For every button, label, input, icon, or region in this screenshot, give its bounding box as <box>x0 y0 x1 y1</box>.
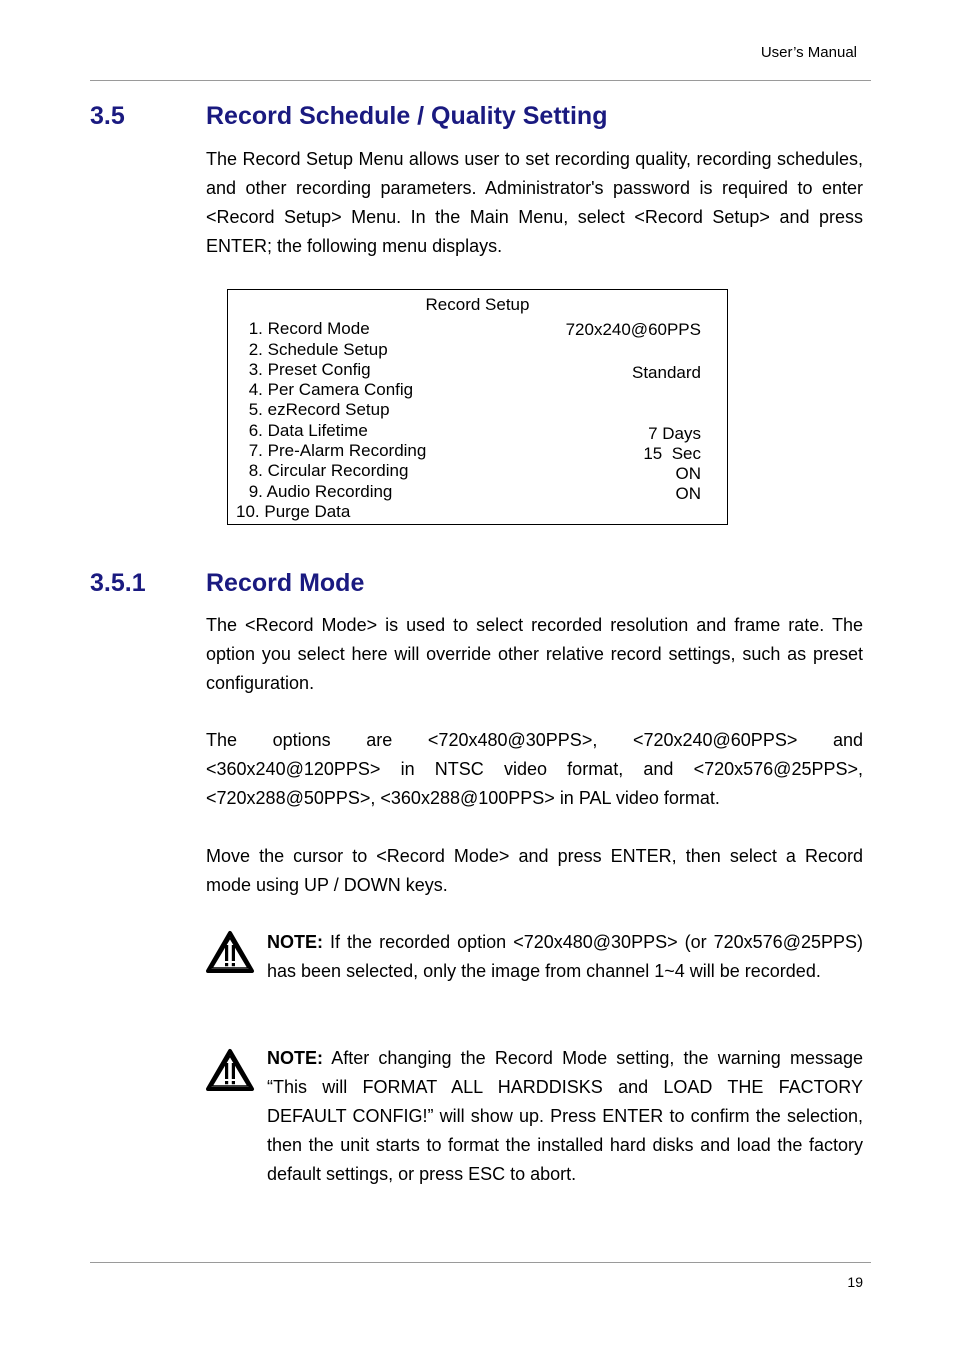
section-title: Record Schedule / Quality Setting <box>206 102 608 130</box>
section-intro: The Record Setup Menu allows user to set recording quality, recording schedules, and other recording parameters. Administrator's password is required to enter <Record Setup> Menu. In the Main Menu, select <Record Setup> and press ENTER; the following menu displays. <box>206 149 863 256</box>
menu-item-purge-data: 10. Purge Data <box>236 502 351 521</box>
note-2-label: NOTE: <box>267 1048 323 1068</box>
note-2-text: After changing the Record Mode setting, the warning message “This will FORMAT ALL HARDDISKS and LOAD THE FACTORY DEFAULT CONFIG!” will show up. Press ENTER to confirm the selection, then the unit starts to format the installed hard disks and load the factory default settings, or press ESC to abort. <box>267 1048 863 1184</box>
menu-item-record-mode: 1. Record Mode <box>244 319 370 338</box>
menu-value-preset-config: Standard <box>632 363 701 382</box>
footer-rule <box>90 1262 871 1263</box>
subsection-title: Record Mode <box>206 569 365 597</box>
note-1-text: If the recorded option <720x480@30PPS> (or 720x576@25PPS) has been selected, only the image from channel 1~4 will be recorded. <box>267 932 863 981</box>
record-setup-menu <box>227 289 728 525</box>
note-1-label: NOTE: <box>267 932 323 952</box>
menu-value-circular: ON <box>675 464 701 483</box>
note-1 <box>267 928 863 986</box>
record-mode-description: The <Record Mode> is used to select recorded resolution and frame rate. The option you select here will override other relative record settings, such as preset configuration. <box>206 615 863 693</box>
menu-item-audio-recording: 9. Audio Recording <box>244 482 393 501</box>
note-2 <box>267 1044 863 1189</box>
record-mode-instructions: Move the cursor to <Record Mode> and press ENTER, then select a Record mode using UP / DOWN keys. <box>206 846 863 895</box>
section-number: 3.5 <box>90 102 125 130</box>
subsection-number: 3.5.1 <box>90 569 146 597</box>
menu-item-circular-recording: 8. Circular Recording <box>244 461 409 480</box>
record-mode-options: The options are <720x480@30PPS>, <720x240@60PPS> and <360x240@120PPS> in NTSC video format, and <720x576@25PPS>, <720x288@50PPS>, <360x288@100PPS> in PAL video format. <box>206 730 863 808</box>
menu-item-preset-config: 3. Preset Config <box>244 360 371 379</box>
menu-item-schedule-setup: 2. Schedule Setup <box>244 340 388 359</box>
page-number: 19 <box>847 1274 863 1290</box>
menu-title: Record Setup <box>425 295 530 314</box>
header-rule <box>90 80 871 81</box>
header-title: User’s Manual <box>760 44 857 61</box>
menu-item-data-lifetime: 6. Data Lifetime <box>244 421 368 440</box>
menu-value-record-mode: 720x240@60PPS <box>565 320 701 339</box>
menu-value-data-lifetime: 7 Days <box>648 424 701 443</box>
menu-item-ezrecord-setup: 5. ezRecord Setup <box>244 400 390 419</box>
menu-item-per-camera-config: 4. Per Camera Config <box>244 380 414 399</box>
menu-value-audio: ON <box>675 484 701 503</box>
warning-triangle-icon <box>205 1048 255 1092</box>
menu-item-pre-alarm-recording: 7. Pre-Alarm Recording <box>244 441 427 460</box>
menu-value-pre-alarm: 15 Sec <box>643 444 701 463</box>
warning-triangle-icon <box>205 930 255 974</box>
